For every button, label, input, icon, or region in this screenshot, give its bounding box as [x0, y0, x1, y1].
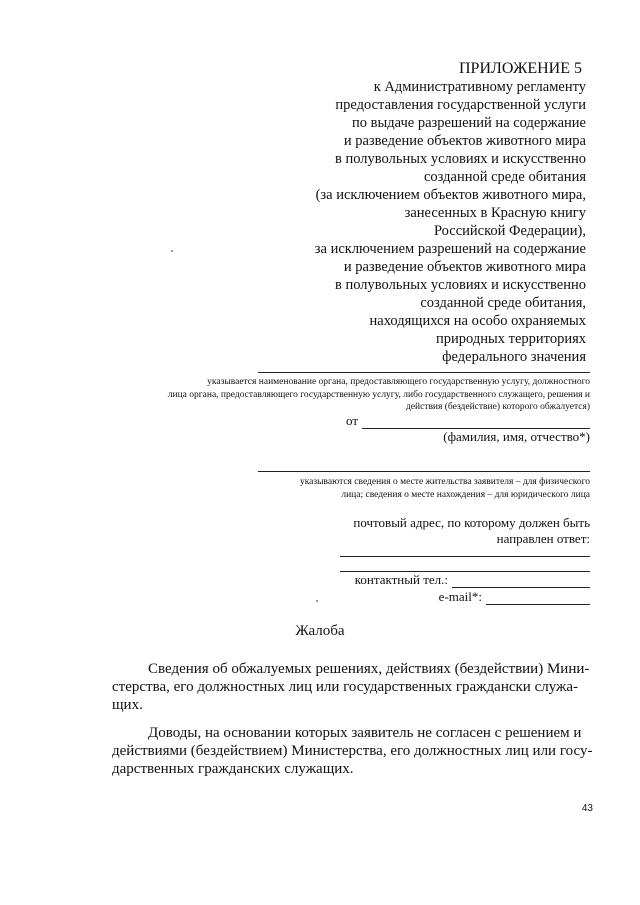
name-caption: (фамилия, имя, отчество*)	[443, 429, 590, 444]
address-note	[300, 476, 590, 501]
addressee-note-line: указывается наименование органа, предоставляющего государственную услугу, должностного	[207, 377, 590, 387]
email-input-line[interactable]	[486, 591, 590, 605]
annex-header-line: в полувольных условиях и искусственно	[335, 151, 586, 167]
annex-header-line: находящихся на особо охраняемых	[369, 313, 586, 329]
paragraph-2-line: действиями (бездействием) Министерства, его должностных лиц или госу-	[112, 743, 593, 759]
postal-address-input-line[interactable]	[340, 556, 590, 557]
postal-address-label-line: направлен ответ:	[496, 531, 590, 546]
annex-header-line: (за исключением объектов животного мира,	[315, 187, 586, 203]
annex-header-line: в полувольных условиях и искусственно	[335, 277, 586, 293]
annex-header-line: по выдаче разрешений на содержание	[352, 115, 586, 131]
annex-header	[246, 60, 586, 366]
annex-header-line: и разведение объектов животного мира	[343, 133, 586, 149]
address-input-line[interactable]	[258, 471, 590, 472]
addressee-note-line: лица органа, предоставляющего государственную услугу, либо государственного служащего, решения и	[167, 389, 590, 400]
addressee-note	[168, 376, 590, 414]
email-label: e-mail*:	[438, 589, 482, 604]
from-label: от	[345, 413, 358, 428]
paragraph-1-line: щих.	[112, 697, 143, 713]
postal-address-label	[353, 515, 590, 547]
annex-header-line: занесенных в Красную книгу	[404, 205, 586, 221]
addressee-input-line[interactable]	[258, 372, 590, 373]
annex-header-line: природных территориях	[436, 331, 586, 347]
paragraph-1-line: стерства, его должностных лиц или государственных граждански служа-	[112, 679, 579, 695]
paragraph-1-line: Сведения об обжалуемых решениях, действиях (бездействии) Мини-	[148, 661, 590, 677]
annex-header-line: Российской Федерации),	[433, 223, 586, 239]
annex-header-line: к Административному регламенту	[373, 79, 586, 95]
annex-header-line: федерального значения	[442, 349, 586, 365]
annex-title: ПРИЛОЖЕНИЕ 5	[458, 60, 582, 77]
email-field	[439, 589, 590, 605]
annex-header-line: за исключением разрешений на содержание	[314, 241, 586, 257]
address-note-line: указываются сведения о месте жительства заявителя – для физического	[299, 477, 590, 487]
page-number: 43	[581, 803, 593, 814]
paragraph-2-line: Доводы, на основании которых заявитель не согласен с решением и	[148, 725, 582, 741]
annex-header-line: и разведение объектов животного мира	[343, 259, 586, 275]
phone-label: контактный тел.:	[354, 572, 448, 587]
annex-header-line: предоставления государственной услуги	[335, 97, 586, 113]
annex-header-line: созданной среде обитания	[423, 169, 586, 185]
postal-address-label-line: почтовый адрес, по которому должен быть	[353, 515, 590, 530]
phone-input-line[interactable]	[452, 574, 590, 588]
from-input-line[interactable]	[362, 415, 590, 429]
paragraph-2-line: дарственных гражданских служащих.	[112, 761, 354, 777]
phone-field	[355, 572, 590, 588]
annex-header-line: созданной среде обитания,	[420, 295, 586, 311]
complaint-title: Жалоба	[295, 623, 345, 639]
scan-speck	[171, 250, 173, 252]
from-field	[346, 413, 590, 429]
address-note-line: лица; сведения о месте нахождения – для юридического лица	[341, 489, 590, 500]
addressee-note-line: действия (бездействие) которого обжалуется)	[405, 402, 590, 412]
scan-speck	[316, 600, 318, 602]
